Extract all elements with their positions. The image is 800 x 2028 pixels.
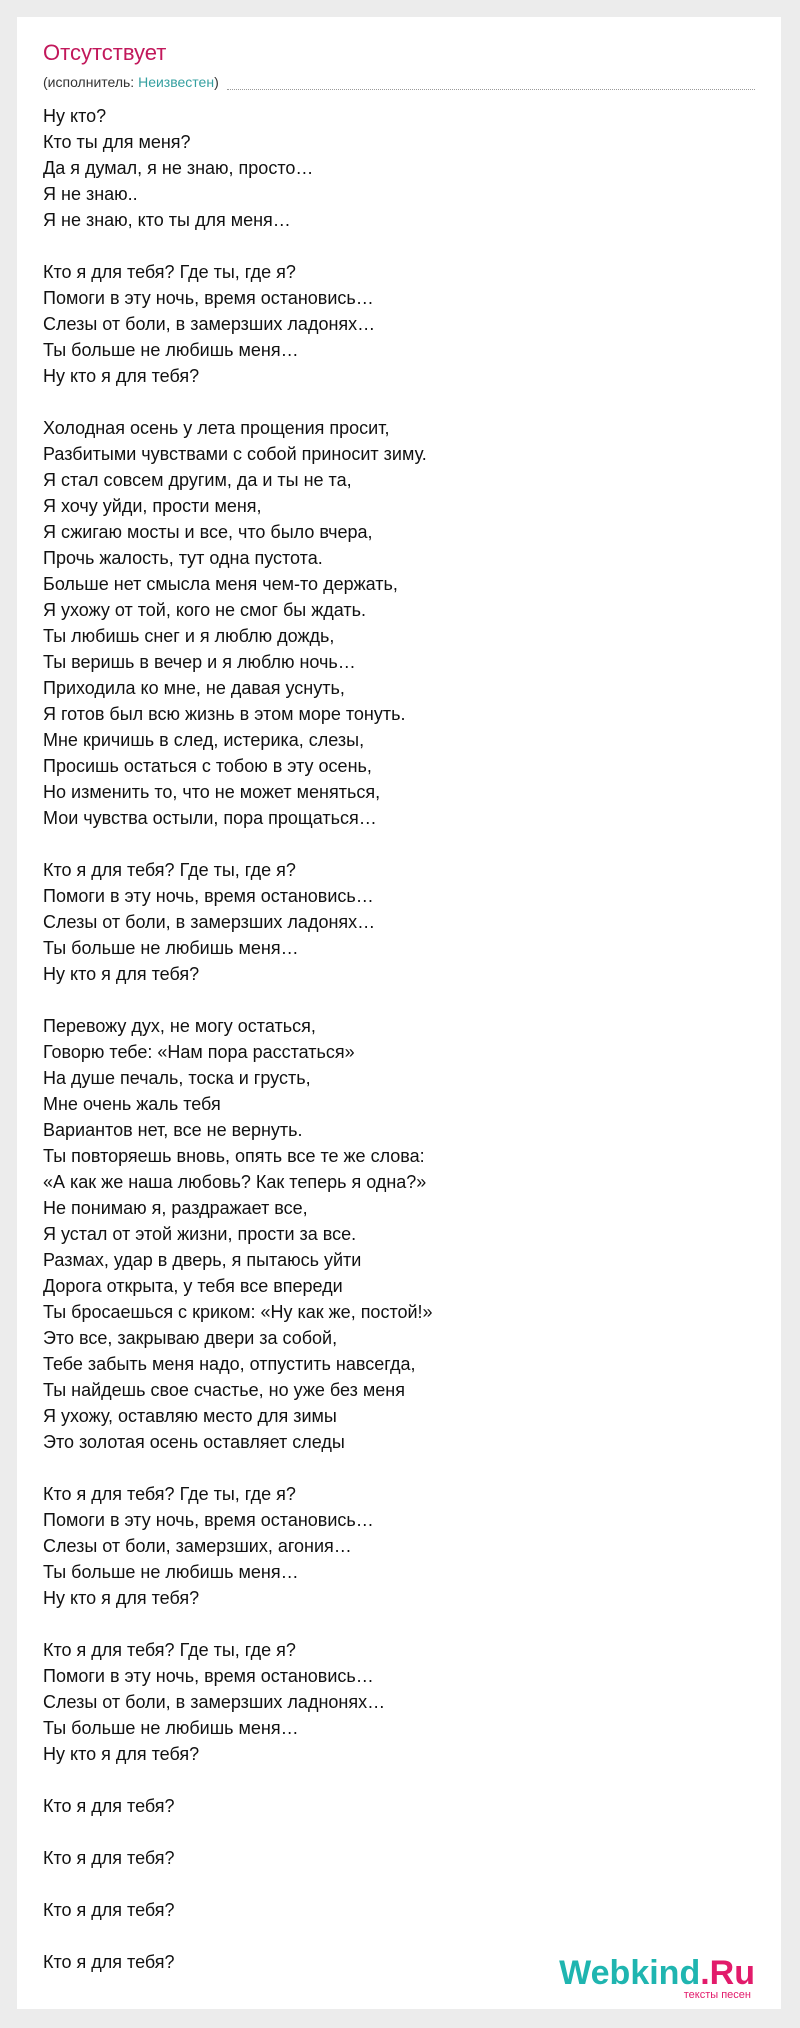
lyric-line: Ну кто я для тебя?: [43, 1588, 200, 1608]
lyric-line: Это все, закрываю двери за собой,: [43, 1328, 338, 1348]
lyrics-card: [17, 17, 781, 2009]
lyric-line: Ты найдешь свое счастье, но уже без меня: [43, 1380, 405, 1400]
lyric-line: Я ухожу, оставляю место для зимы: [43, 1406, 337, 1426]
lyric-line: Говорю тебе: «Нам пора расстаться»: [43, 1042, 355, 1062]
lyric-line: Тебе забыть меня надо, отпустить навсегда,: [43, 1354, 416, 1374]
lyric-line: Я не знаю..: [43, 184, 138, 204]
lyric-line: Ты любишь снег и я люблю дождь,: [43, 626, 335, 646]
stanza-break: [43, 1611, 755, 1637]
artist-link[interactable]: Неизвестен: [138, 74, 215, 90]
lyric-line: На душе печаль, тоска и грусть,: [43, 1068, 311, 1088]
site-logo[interactable]: [555, 1953, 755, 1999]
lyric-line: Ну кто?: [43, 106, 107, 126]
lyric-line: Больше нет смысла меня чем-то держать,: [43, 574, 398, 594]
logo-tld: .Ru: [700, 1954, 755, 1992]
lyric-line: Я готов был всю жизнь в этом море тонуть.: [43, 704, 406, 724]
lyric-line: Ты бросаешься с криком: «Ну как же, постой!»: [43, 1302, 433, 1322]
lyrics-body: [43, 103, 755, 1975]
lyric-line: Холодная осень у лета прощения просит,: [43, 418, 390, 438]
lyric-line: Приходила ко мне, не давая уснуть,: [43, 678, 345, 698]
lyric-line: Не понимаю я, раздражает все,: [43, 1198, 308, 1218]
lyric-line: Ты веришь в вечер и я люблю ночь…: [43, 652, 356, 672]
lyric-line: Перевожу дух, не могу остаться,: [43, 1016, 316, 1036]
lyric-line: Ты больше не любишь меня…: [43, 1562, 299, 1582]
stanza-break: [43, 1455, 755, 1481]
lyric-line: Ну кто я для тебя?: [43, 964, 200, 984]
lyric-line: Кто я для тебя? Где ты, где я?: [43, 1640, 296, 1660]
lyric-line: Кто я для тебя?: [43, 1900, 175, 1920]
lyric-line: Помоги в эту ночь, время остановись…: [43, 886, 374, 906]
header-divider: [227, 89, 755, 90]
logo-name: Webkind: [559, 1954, 701, 1992]
stanza-break: [43, 1767, 755, 1793]
logo-wordmark: [559, 1953, 755, 1993]
stanza-break: [43, 1819, 755, 1845]
lyric-line: Прочь жалость, тут одна пустота.: [43, 548, 323, 568]
lyric-line: Ты больше не любишь меня…: [43, 340, 299, 360]
lyric-line: Кто я для тебя? Где ты, где я?: [43, 1484, 296, 1504]
lyric-line: Кто я для тебя?: [43, 1952, 175, 1972]
lyric-line: Я хочу уйди, прости меня,: [43, 496, 262, 516]
lyric-line: Слезы от боли, в замерзших ладнонях…: [43, 1692, 386, 1712]
lyric-line: Кто я для тебя?: [43, 1796, 175, 1816]
artist-suffix: ): [214, 74, 219, 90]
stanza-break: [43, 1871, 755, 1897]
lyric-line: Размах, удар в дверь, я пытаюсь уйти: [43, 1250, 362, 1270]
lyric-line: Я стал совсем другим, да и ты не та,: [43, 470, 352, 490]
lyric-line: Помоги в эту ночь, время остановись…: [43, 1666, 374, 1686]
lyric-line: Ты больше не любишь меня…: [43, 938, 299, 958]
artist-prefix: (исполнитель:: [43, 74, 139, 90]
lyric-line: Дорога открыта, у тебя все впереди: [43, 1276, 343, 1296]
lyric-line: Мне кричишь в след, истерика, слезы,: [43, 730, 365, 750]
lyric-line: «А как же наша любовь? Как теперь я одна?»: [43, 1172, 427, 1192]
lyric-line: Кто ты для меня?: [43, 132, 191, 152]
lyric-line: Я не знаю, кто ты для меня…: [43, 210, 291, 230]
lyric-line: Слезы от боли, в замерзших ладонях…: [43, 314, 376, 334]
lyric-line: Да я думал, я не знаю, просто…: [43, 158, 314, 178]
lyric-line: Ну кто я для тебя?: [43, 366, 200, 386]
lyric-line: Вариантов нет, все не вернуть.: [43, 1120, 303, 1140]
lyric-line: Ты повторяешь вновь, опять все те же слова:: [43, 1146, 425, 1166]
lyric-line: Я ухожу от той, кого не смог бы ждать.: [43, 600, 367, 620]
stanza-break: [43, 233, 755, 259]
stanza-break: [43, 987, 755, 1013]
lyric-line: Разбитыми чувствами с собой приносит зиму.: [43, 444, 427, 464]
lyric-line: Это золотая осень оставляет следы: [43, 1432, 345, 1452]
lyric-line: Я сжигаю мосты и все, что было вчера,: [43, 522, 373, 542]
lyric-line: Помоги в эту ночь, время остановись…: [43, 288, 374, 308]
lyric-line: Помоги в эту ночь, время остановись…: [43, 1510, 374, 1530]
logo-tagline: тексты песен: [683, 1989, 751, 2001]
stanza-break: [43, 831, 755, 857]
lyric-line: Мои чувства остыли, пора прощаться…: [43, 808, 377, 828]
lyric-line: Просишь остаться с тобою в эту осень,: [43, 756, 372, 776]
lyric-line: Слезы от боли, замерзших, агония…: [43, 1536, 352, 1556]
lyric-line: Мне очень жаль тебя: [43, 1094, 221, 1114]
lyric-line: Кто я для тебя? Где ты, где я?: [43, 262, 296, 282]
song-title: Отсутствует: [43, 40, 167, 65]
lyric-line: Ну кто я для тебя?: [43, 1744, 200, 1764]
lyric-line: Ты больше не любишь меня…: [43, 1718, 299, 1738]
lyric-line: Кто я для тебя?: [43, 1848, 175, 1868]
lyric-line: Но изменить то, что не может меняться,: [43, 782, 381, 802]
stanza-break: [43, 1923, 755, 1949]
lyric-line: Кто я для тебя? Где ты, где я?: [43, 860, 296, 880]
lyric-line: Слезы от боли, в замерзших ладонях…: [43, 912, 376, 932]
lyric-line: Я устал от этой жизни, прости за все.: [43, 1224, 357, 1244]
stanza-break: [43, 389, 755, 415]
